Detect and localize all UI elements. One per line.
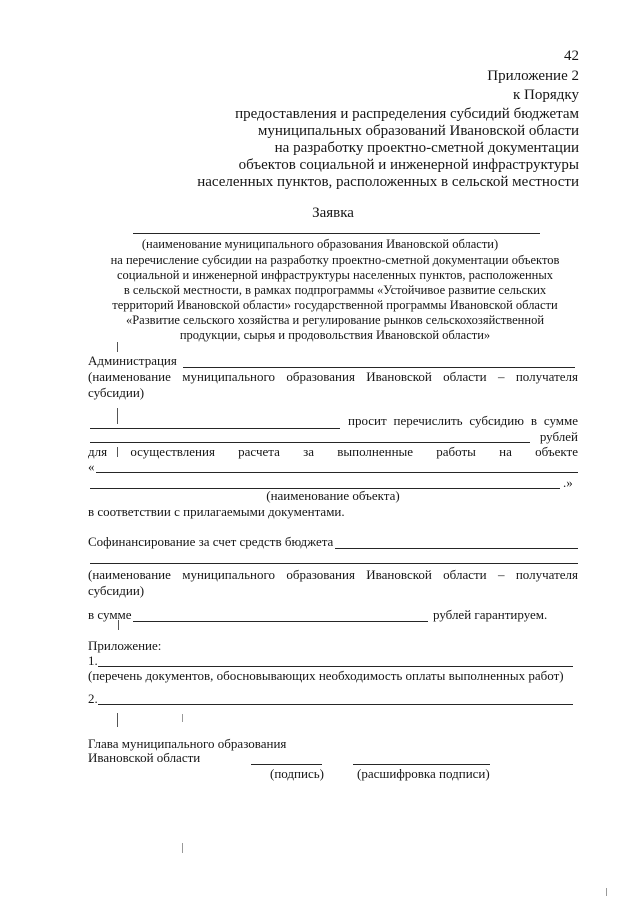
scan-mark — [117, 408, 118, 424]
attachments-label: Приложение: — [88, 638, 162, 653]
scan-mark — [117, 342, 118, 352]
scan-mark — [606, 888, 607, 896]
object-caption: (наименование объекта) — [266, 488, 400, 503]
guarantee-text: рублей гарантируем. — [433, 607, 548, 622]
attachment-caption: (перечень документов, обосновывающих необходимость оплаты выполненных работ) — [88, 668, 564, 683]
recipient-blank-line — [90, 428, 340, 429]
header-line: муниципальных образований Ивановской области — [257, 123, 579, 139]
signature-caption: (подпись) — [270, 766, 324, 781]
cofinancing-caption: (наименование муниципального образования Ивановской области – получателя — [88, 567, 578, 582]
scan-mark — [117, 713, 118, 727]
purpose-line: продукции, сырья и продовольствия Ивановской области» — [179, 328, 491, 342]
attachment-number: 2. — [88, 691, 98, 706]
request-text: просит перечислить субсидию в сумме — [348, 413, 578, 428]
purpose-line: на перечисление субсидии на разработку проектно-сметной документации объектов — [110, 253, 560, 267]
budget-blank-line — [90, 563, 578, 564]
purpose-line: социальной и инженерной инфраструктуры населенных пунктов, расположенных — [117, 268, 553, 282]
purpose-line: «Развитие сельского хозяйства и регулирование рынков сельскохозяйственной — [125, 313, 545, 327]
purpose-line: территорий Ивановской области» государственной программы Ивановской области — [112, 298, 558, 312]
header-line: на разработку проектно-сметной документации — [274, 140, 579, 156]
decoding-blank-line — [353, 764, 490, 765]
amount-label: в сумме — [88, 607, 132, 622]
signatory-title: Глава муниципального образования — [88, 736, 287, 751]
municipality-blank-line — [133, 233, 540, 234]
signatory-region: Ивановской области — [88, 750, 201, 765]
attachment-number: 1. — [88, 653, 98, 668]
scan-mark — [118, 620, 119, 630]
decoding-caption: (расшифровка подписи) — [357, 766, 490, 781]
recipient-caption-end: субсидии) — [88, 385, 145, 400]
administration-label: Администрация — [88, 353, 177, 368]
rubles-label: рублей — [539, 429, 578, 444]
attachment-blank-line — [98, 666, 573, 667]
amount-blank-line — [90, 442, 530, 443]
recipient-caption: (наименование муниципального образования Ивановской области – получателя — [88, 369, 578, 384]
open-quote: « — [88, 459, 95, 474]
scan-mark — [182, 714, 183, 722]
administration-blank-line — [183, 367, 575, 368]
documents-note: в соответствии с прилагаемыми документами. — [88, 504, 345, 519]
cofinancing-amount-blank-line — [133, 621, 428, 622]
header-line: населенных пунктов, расположенных в сельской местности — [197, 174, 579, 190]
attachment-blank-line — [98, 704, 573, 705]
signature-blank-line — [251, 764, 322, 765]
municipality-caption: (наименование муниципального образования Ивановской области) — [141, 237, 499, 251]
budget-blank-line — [335, 548, 578, 549]
scan-mark — [117, 447, 118, 457]
purpose-line: в сельской местности, в рамках подпрограммы «Устойчивое развитие сельских — [123, 283, 547, 297]
cofinancing-caption-end: субсидии) — [88, 583, 145, 598]
page-number: 42 — [564, 48, 579, 64]
scan-mark — [182, 843, 183, 853]
purpose-paragraph — [60, 253, 610, 343]
application-title: Заявка — [312, 205, 354, 221]
appendix-to-order: к Порядку — [513, 87, 579, 103]
close-quote: .» — [563, 475, 573, 490]
appendix-title: Приложение 2 — [487, 68, 579, 84]
header-line: предоставления и распределения субсидий бюджетам — [235, 106, 579, 122]
purpose-text: для осуществления расчета за выполненные работы на объекте — [88, 444, 578, 459]
header-line: объектов социальной и инженерной инфраструктуры — [238, 157, 579, 173]
cofinancing-label: Софинансирование за счет средств бюджета — [88, 534, 334, 549]
object-blank-line — [96, 472, 578, 473]
